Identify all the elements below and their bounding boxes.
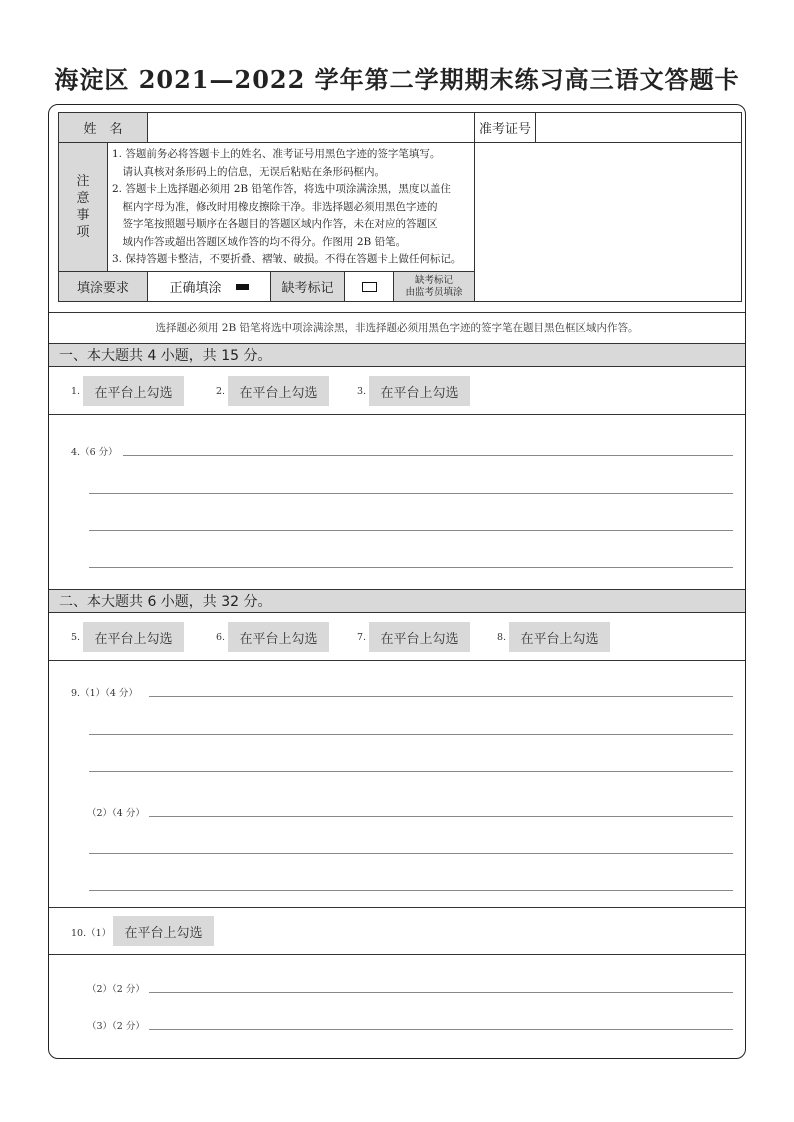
answer-line[interactable] xyxy=(123,455,733,456)
q10-3-label: （3）（2 分） xyxy=(87,1021,145,1032)
question-number: 2. xyxy=(216,386,226,397)
correct-fill-label: 正确填涂 xyxy=(169,281,222,296)
divider xyxy=(49,660,745,661)
answer-line[interactable] xyxy=(89,890,733,891)
answer-line[interactable] xyxy=(89,771,733,772)
section-2-title: 二、本大题共 6 小题，共 32 分。 xyxy=(59,594,272,610)
answer-line[interactable] xyxy=(149,1029,733,1030)
notes-label-char: 事 xyxy=(76,208,90,223)
name-field[interactable] xyxy=(147,112,475,143)
name-label: 姓 名 xyxy=(83,122,123,137)
pick-on-platform-button[interactable] xyxy=(228,622,329,652)
question-number: 1. xyxy=(71,386,81,397)
exam-no-label: 准考证号 xyxy=(478,122,531,137)
instruction-text: 选择题必须用 2B 铅笔将选中项涂满涂黑，非选择题必须用黑色字迹的签字笔在题目黑色框区域内作答。 xyxy=(155,322,639,334)
absent-mark-label-cell xyxy=(270,271,345,302)
pick-label: 在平台上勾选 xyxy=(520,631,599,647)
note-line: 请认真核对条形码上的信息，无误后粘贴在条形码框内。 xyxy=(112,165,385,178)
pick-label: 在平台上勾选 xyxy=(380,385,459,401)
correct-fill-cell xyxy=(147,271,271,302)
q9-2-label: （2）（4 分） xyxy=(87,808,145,819)
exam-no-label-cell xyxy=(474,112,536,143)
filled-mark-icon xyxy=(236,284,249,290)
notes-text xyxy=(107,142,475,272)
note-line: 3. 保持答题卡整洁，不要折叠、褶皱、破损。不得在答题卡上做任何标记。 xyxy=(112,253,462,265)
divider xyxy=(49,312,745,313)
section-2-header xyxy=(49,589,745,613)
pick-on-platform-button[interactable] xyxy=(369,622,470,652)
pick-on-platform-button[interactable] xyxy=(113,916,214,946)
answer-line[interactable] xyxy=(89,530,733,531)
page-title: 海淀区 2021—2022 学年第二学期期末练习高三语文答题卡 xyxy=(54,65,740,94)
question-number: 8. xyxy=(497,632,507,643)
q10-1-label: 10.（1） xyxy=(71,928,112,939)
q4-label: 4.（6 分） xyxy=(71,447,118,458)
name-label-cell xyxy=(58,112,148,143)
divider xyxy=(49,954,745,955)
section-1-title: 一、本大题共 4 小题，共 15 分。 xyxy=(59,348,272,364)
note-line: 2. 答题卡上选择题必须用 2B 铅笔作答，将选中项涂满涂黑，黑度以盖住 xyxy=(112,183,451,195)
section-1-header xyxy=(49,343,745,367)
note-line: 域内作答或超出答题区域作答的均不得分。作图用 2B 铅笔。 xyxy=(112,235,407,248)
absent-checkbox-icon[interactable] xyxy=(362,282,377,292)
note-line: 框内字母为准，修改时用橡皮擦除干净。非选择题必须用黑色字迹的 xyxy=(112,200,438,213)
note-line: 1. 答题前务必将答题卡上的姓名、准考证号用黑色字迹的签字笔填写。 xyxy=(112,148,441,160)
pick-on-platform-button[interactable] xyxy=(369,376,470,406)
absent-note-line: 由监考员填涂 xyxy=(405,286,463,298)
pick-on-platform-button[interactable] xyxy=(83,376,184,406)
pick-label: 在平台上勾选 xyxy=(124,925,203,941)
pick-on-platform-button[interactable] xyxy=(228,376,329,406)
question-number: 7. xyxy=(357,632,367,643)
answer-line[interactable] xyxy=(89,567,733,568)
answer-line[interactable] xyxy=(149,696,733,697)
answer-line[interactable] xyxy=(89,853,733,854)
q9-1-label: 9.（1）（4 分） xyxy=(71,688,138,699)
fill-req-label-cell xyxy=(58,271,148,302)
answer-line[interactable] xyxy=(89,493,733,494)
pick-label: 在平台上勾选 xyxy=(239,631,318,647)
q10-2-label: （2）（2 分） xyxy=(87,984,145,995)
answer-line[interactable] xyxy=(149,992,733,993)
barcode-area xyxy=(474,142,742,302)
pick-on-platform-button[interactable] xyxy=(509,622,610,652)
answer-card xyxy=(48,104,746,1059)
notes-label-char: 项 xyxy=(76,225,90,240)
divider xyxy=(49,414,745,415)
divider xyxy=(49,907,745,908)
absent-note-line: 缺考标记 xyxy=(414,274,453,286)
answer-line[interactable] xyxy=(89,734,733,735)
absent-mark-box-cell[interactable] xyxy=(344,271,394,302)
notes-label-char: 注 xyxy=(76,174,90,189)
pick-on-platform-button[interactable] xyxy=(83,622,184,652)
absent-note-cell xyxy=(393,271,475,302)
note-line: 签字笔按照题号顺序在各题目的答题区域内作答，未在对应的答题区 xyxy=(112,218,438,230)
pick-label: 在平台上勾选 xyxy=(239,385,318,401)
question-number: 3. xyxy=(357,386,367,397)
pick-label: 在平台上勾选 xyxy=(94,631,173,647)
notes-label-char: 意 xyxy=(76,191,90,206)
exam-no-field[interactable] xyxy=(535,112,742,143)
fill-req-label: 填涂要求 xyxy=(76,281,129,296)
question-number: 6. xyxy=(216,632,226,643)
pick-label: 在平台上勾选 xyxy=(380,631,459,647)
absent-mark-label: 缺考标记 xyxy=(281,281,334,296)
question-number: 5. xyxy=(71,632,81,643)
answer-line[interactable] xyxy=(149,816,733,817)
pick-label: 在平台上勾选 xyxy=(94,385,173,401)
notes-label-cell xyxy=(58,142,108,272)
